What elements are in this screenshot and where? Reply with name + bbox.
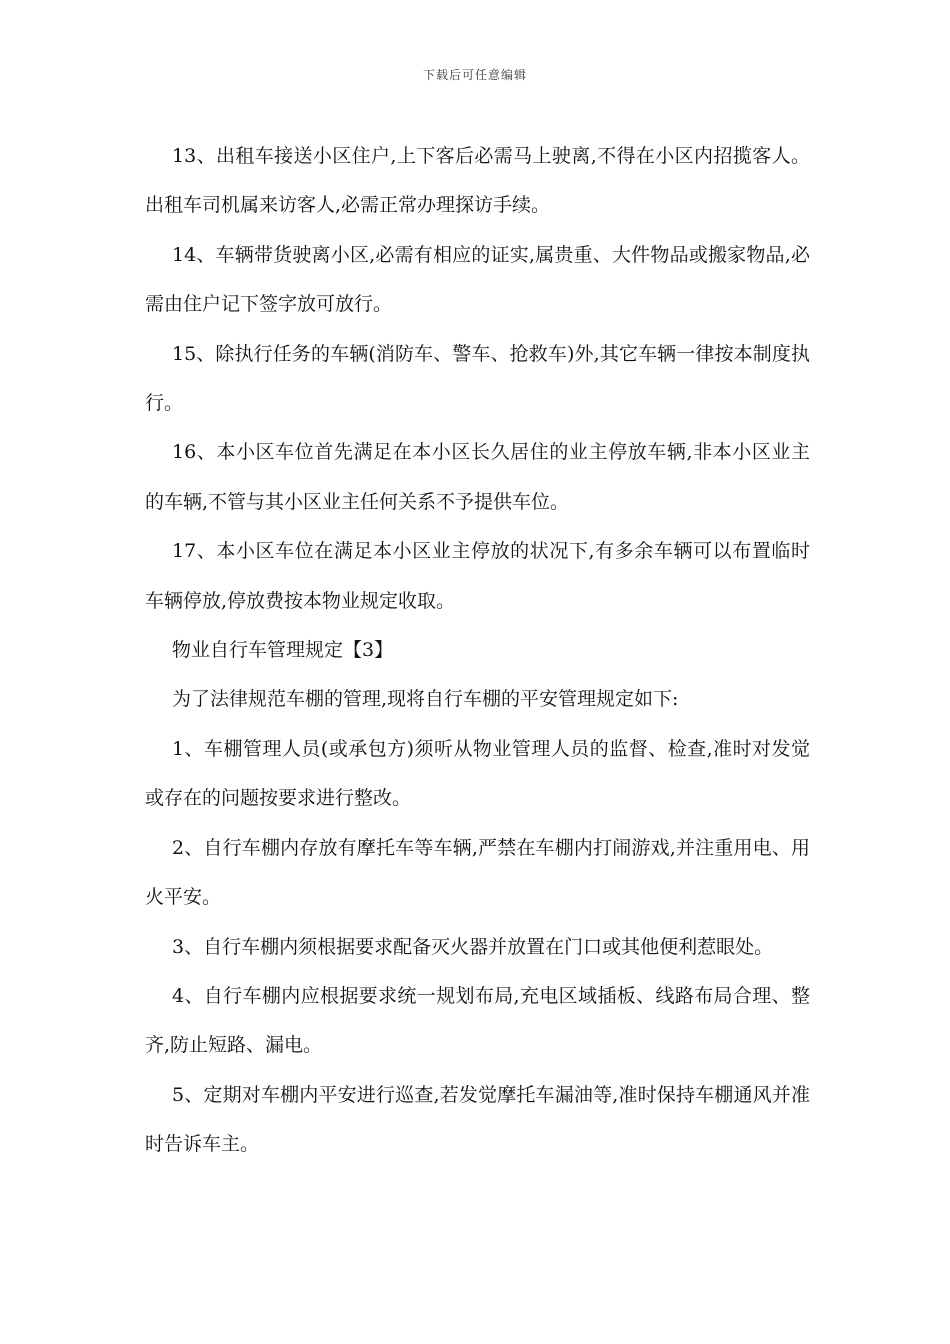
rule-5: 5、定期对车棚内平安进行巡查,若发觉摩托车漏油等,准时保持车棚通风并准时告诉车主。 xyxy=(145,1083,810,1156)
section-intro: 为了法律规范车棚的管理,现将自行车棚的平安管理规定如下: xyxy=(172,688,679,711)
paragraph-17: 17、本小区车位在满足本小区业主停放的状况下,有多余车辆可以布置临时车辆停放,停放费按本物业规定收取。 xyxy=(145,540,810,612)
paragraph-15: 15、除执行任务的车辆(消防车、警车、抢救车)外,其它车辆一律按本制度执行。 xyxy=(145,342,810,415)
page-header: 下载后可任意编辑 xyxy=(422,68,527,82)
paragraph-13: 13、出租车接送小区住户,上下客后必需马上驶离,不得在小区内招揽客人。出租车司机属来访客人,必需正常办理探访手续。 xyxy=(145,145,810,217)
rule-2: 2、自行车棚内存放有摩托车等车辆,严禁在车棚内打闹游戏,并注重用电、用火平安。 xyxy=(145,836,810,909)
paragraph-16: 16、本小区车位首先满足在本小区长久居住的业主停放车辆,非本小区业主的车辆,不管与其小区业主任何关系不予提供车位。 xyxy=(145,441,810,513)
document-body xyxy=(145,132,810,1170)
section-heading: 物业自行车管理规定【3】 xyxy=(172,639,394,662)
paragraph-14: 14、车辆带货驶离小区,必需有相应的证实,属贵重、大件物品或搬家物品,必需由住户记下签字放可放行。 xyxy=(145,243,810,316)
rule-4: 4、自行车棚内应根据要求统一规划布局,充电区域插板、线路布局合理、整齐,防止短路、漏电。 xyxy=(145,984,810,1057)
rule-1: 1、车棚管理人员(或承包方)须听从物业管理人员的监督、检查,准时对发觉或存在的问题按要求进行整改。 xyxy=(145,737,810,810)
rule-3: 3、自行车棚内须根据要求配备灭火器并放置在门口或其他便利惹眼处。 xyxy=(172,935,774,958)
